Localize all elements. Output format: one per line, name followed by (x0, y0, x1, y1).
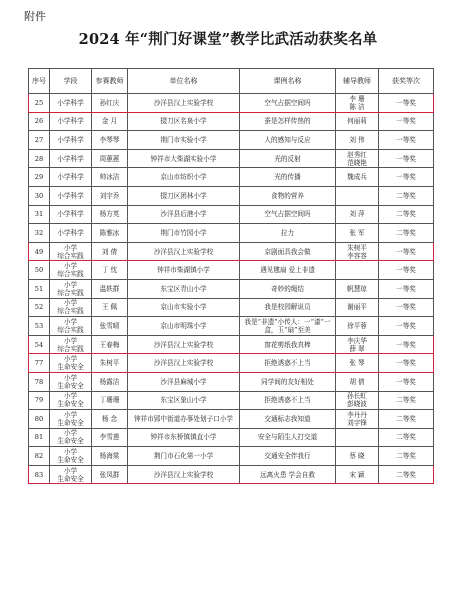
cell-unit: 荆门市实验小学 (128, 131, 240, 150)
cell-teacher: 李琴琴 (92, 131, 128, 150)
header-no: 序号 (29, 69, 50, 94)
cell-teacher: 杨海棠 (92, 447, 128, 466)
table-header-row (29, 69, 434, 94)
cell-award: 二等奖 (379, 205, 434, 224)
cell-lesson: 窗花剪纸我真棒 (240, 335, 336, 354)
cell-teacher: 李雪莲 (92, 428, 128, 447)
cell-award: 二等奖 (379, 447, 434, 466)
cell-award: 二等奖 (379, 410, 434, 429)
cell-lesson: 京剧面具我会做 (240, 242, 336, 261)
cell-lesson: 拒绝诱惑不上当 (240, 391, 336, 410)
cell-unit: 沙洋县汉上实验学校 (128, 94, 240, 113)
cell-unit: 东宝区青山小学 (128, 279, 240, 298)
cell-award: 二等奖 (379, 465, 434, 484)
cell-stage: 小学 生命安全 (50, 428, 92, 447)
cell-teacher: 王春梅 (92, 335, 128, 354)
table-row (29, 410, 434, 429)
cell-no: 80 (29, 410, 50, 429)
cell-mentor: 帆慧琼 (336, 279, 379, 298)
cell-award: 一等奖 (379, 149, 434, 168)
cell-mentor: 李庆华 薛 翠 (336, 335, 379, 354)
cell-teacher: 张凤群 (92, 465, 128, 484)
cell-award: 一等奖 (379, 242, 434, 261)
cell-mentor: 刘 伟 (336, 131, 379, 150)
cell-no: 27 (29, 131, 50, 150)
cell-teacher: 丁 忱 (92, 261, 128, 280)
cell-award: 一等奖 (379, 112, 434, 131)
header-lesson: 课例名称 (240, 69, 336, 94)
cell-stage: 小学 综合实践 (50, 298, 92, 317)
cell-mentor: 胡 倩 (336, 372, 379, 391)
cell-lesson: 人的感知与反应 (240, 131, 336, 150)
cell-mentor (336, 186, 379, 205)
cell-mentor: 宋 颖 (336, 465, 379, 484)
cell-unit: 京山市纺织小学 (128, 168, 240, 187)
cell-stage: 小学 综合实践 (50, 335, 92, 354)
cell-unit: 掇刀区名泉小学 (128, 112, 240, 131)
cell-no: 29 (29, 168, 50, 187)
cell-unit: 钟祥市郢中街道办事处划子口小学 (128, 410, 240, 429)
cell-unit: 钟祥市柴湖镇小学 (128, 261, 240, 280)
cell-no: 28 (29, 149, 50, 168)
cell-award: 一等奖 (379, 131, 434, 150)
cell-stage: 小学 综合实践 (50, 261, 92, 280)
cell-stage: 小学科学 (50, 149, 92, 168)
cell-mentor: 徐平蓉 (336, 317, 379, 336)
header-teacher: 参赛教师 (92, 69, 128, 94)
cell-award: 一等奖 (379, 372, 434, 391)
cell-teacher: 温轶群 (92, 279, 128, 298)
table-row (29, 131, 434, 150)
cell-no: 26 (29, 112, 50, 131)
cell-no: 25 (29, 94, 50, 113)
table-row (29, 279, 434, 298)
cell-teacher: 周蕙蕙 (92, 149, 128, 168)
cell-award: 一等奖 (379, 94, 434, 113)
table-row (29, 186, 434, 205)
cell-teacher: 王 佩 (92, 298, 128, 317)
cell-award: 一等奖 (379, 298, 434, 317)
cell-stage: 小学科学 (50, 112, 92, 131)
cell-mentor: 张 琴 (336, 354, 379, 373)
cell-mentor: 刘 萍 (336, 205, 379, 224)
cell-no: 31 (29, 205, 50, 224)
cell-no: 83 (29, 465, 50, 484)
cell-unit: 沙洋县汉上实验学校 (128, 335, 240, 354)
cell-no: 82 (29, 447, 50, 466)
cell-stage: 小学 生命安全 (50, 465, 92, 484)
header-mentor: 辅导教师 (336, 69, 379, 94)
cell-stage: 小学科学 (50, 205, 92, 224)
cell-mentor: 李丹丹 刘宇锋 (336, 410, 379, 429)
cell-unit: 京山市明珠小学 (128, 317, 240, 336)
cell-no: 79 (29, 391, 50, 410)
cell-award: 一等奖 (379, 168, 434, 187)
cell-stage: 小学 生命安全 (50, 391, 92, 410)
cell-stage: 小学科学 (50, 224, 92, 243)
cell-lesson: 空气占据空间吗 (240, 94, 336, 113)
cell-teacher: 杨 念 (92, 410, 128, 429)
cell-lesson: 远离火患 学会自救 (240, 465, 336, 484)
cell-mentor: 朱树平 李容容 (336, 242, 379, 261)
page-title: 2024 年“荆门好课堂”教学比武活动获奖名单 (78, 31, 378, 48)
cell-teacher: 朱树平 (92, 354, 128, 373)
cell-lesson: 安全与陌生人打交道 (240, 428, 336, 447)
cell-mentor: 张 军 (336, 224, 379, 243)
cell-mentor: 李 珊 陈 洁 (336, 94, 379, 113)
table-row (29, 447, 434, 466)
table-row (29, 372, 434, 391)
cell-stage: 小学 综合实践 (50, 317, 92, 336)
cell-mentor (336, 428, 379, 447)
cell-teacher: 杨方英 (92, 205, 128, 224)
cell-lesson: 遇见毽扇 爱上非遗 (240, 261, 336, 280)
cell-lesson: 食物的营养 (240, 186, 336, 205)
cell-teacher: 刘宇乔 (92, 186, 128, 205)
table-row (29, 298, 434, 317)
cell-teacher: 丁珊珊 (92, 391, 128, 410)
cell-lesson: 奇妙的绳结 (240, 279, 336, 298)
table-row (29, 112, 434, 131)
cell-lesson: 蚕是怎样传热的 (240, 112, 336, 131)
cell-lesson: 我是“非遗”小传人：一“漆”一盒，玉“扇”至美 (240, 317, 336, 336)
header-award: 获奖等次 (379, 69, 434, 94)
cell-unit: 东宝区象山小学 (128, 391, 240, 410)
table-row (29, 391, 434, 410)
cell-stage: 小学 综合实践 (50, 242, 92, 261)
cell-unit: 沙洋县汉上实验学校 (128, 242, 240, 261)
cell-lesson: 交通标志我知道 (240, 410, 336, 429)
cell-award: 一等奖 (379, 354, 434, 373)
cell-mentor: 谢丽平 (336, 298, 379, 317)
cell-stage: 小学科学 (50, 186, 92, 205)
cell-mentor: 蔡 晓 (336, 447, 379, 466)
cell-award: 二等奖 (379, 186, 434, 205)
cell-teacher: 刘 倩 (92, 242, 128, 261)
cell-lesson: 光的传播 (240, 168, 336, 187)
cell-lesson: 同学间的友好相处 (240, 372, 336, 391)
cell-stage: 小学 综合实践 (50, 279, 92, 298)
table-row (29, 94, 434, 113)
cell-no: 50 (29, 261, 50, 280)
cell-unit: 掇刀区团林小学 (128, 186, 240, 205)
table-row (29, 168, 434, 187)
table-row (29, 224, 434, 243)
table-row (29, 149, 434, 168)
cell-no: 49 (29, 242, 50, 261)
cell-unit: 沙洋县汉上实验学校 (128, 354, 240, 373)
cell-teacher: 帅冰洁 (92, 168, 128, 187)
cell-stage: 小学 生命安全 (50, 354, 92, 373)
cell-award: 一等奖 (379, 317, 434, 336)
header-stage: 学段 (50, 69, 92, 94)
cell-unit: 沙洋县麻城小学 (128, 372, 240, 391)
cell-no: 81 (29, 428, 50, 447)
cell-unit: 京山市实验小学 (128, 298, 240, 317)
table-row (29, 261, 434, 280)
cell-lesson: 空气占据空间吗 (240, 205, 336, 224)
table-row (29, 354, 434, 373)
cell-unit: 钟祥市大柴湖实验小学 (128, 149, 240, 168)
cell-lesson: 交通安全伴我行 (240, 447, 336, 466)
table-row (29, 428, 434, 447)
cell-lesson: 光的反射 (240, 149, 336, 168)
cell-lesson: 拒绝诱惑不上当 (240, 354, 336, 373)
header-unit: 单位名称 (128, 69, 240, 94)
cell-teacher: 杨露洁 (92, 372, 128, 391)
table-row (29, 242, 434, 261)
cell-stage: 小学 生命安全 (50, 372, 92, 391)
cell-award: 二等奖 (379, 391, 434, 410)
cell-stage: 小学 生命安全 (50, 410, 92, 429)
attachment-label: 附件 (24, 10, 46, 23)
cell-award: 一等奖 (379, 335, 434, 354)
cell-mentor: 赵秀红 范晓艳 (336, 149, 379, 168)
cell-teacher: 金 月 (92, 112, 128, 131)
cell-no: 52 (29, 298, 50, 317)
table-row (29, 317, 434, 336)
cell-award: 二等奖 (379, 224, 434, 243)
table-row (29, 335, 434, 354)
cell-mentor: 魏成兵 (336, 168, 379, 187)
table-row (29, 465, 434, 484)
cell-no: 53 (29, 317, 50, 336)
cell-unit: 钟祥市东桥镇镇直小学 (128, 428, 240, 447)
cell-teacher: 张雪晴 (92, 317, 128, 336)
cell-no: 78 (29, 372, 50, 391)
cell-mentor (336, 261, 379, 280)
cell-no: 54 (29, 335, 50, 354)
cell-stage: 小学科学 (50, 94, 92, 113)
cell-award: 一等奖 (379, 279, 434, 298)
cell-no: 32 (29, 224, 50, 243)
cell-lesson: 拉力 (240, 224, 336, 243)
cell-stage: 小学科学 (50, 168, 92, 187)
cell-unit: 荆门市石化第一小学 (128, 447, 240, 466)
cell-stage: 小学 生命安全 (50, 447, 92, 466)
cell-unit: 荆门市竹园小学 (128, 224, 240, 243)
cell-stage: 小学科学 (50, 131, 92, 150)
cell-unit: 沙洋县汉上实验学校 (128, 465, 240, 484)
cell-award: 一等奖 (379, 261, 434, 280)
cell-teacher: 陈雅冰 (92, 224, 128, 243)
award-table (28, 68, 434, 484)
cell-mentor: 孙长虹 彭晓波 (336, 391, 379, 410)
cell-no: 30 (29, 186, 50, 205)
cell-teacher: 孙红庆 (92, 94, 128, 113)
cell-award: 二等奖 (379, 428, 434, 447)
cell-mentor: 何丽莉 (336, 112, 379, 131)
cell-no: 51 (29, 279, 50, 298)
cell-unit: 沙洋县后港小学 (128, 205, 240, 224)
cell-lesson: 我是校园解说员 (240, 298, 336, 317)
cell-no: 77 (29, 354, 50, 373)
table-row (29, 205, 434, 224)
